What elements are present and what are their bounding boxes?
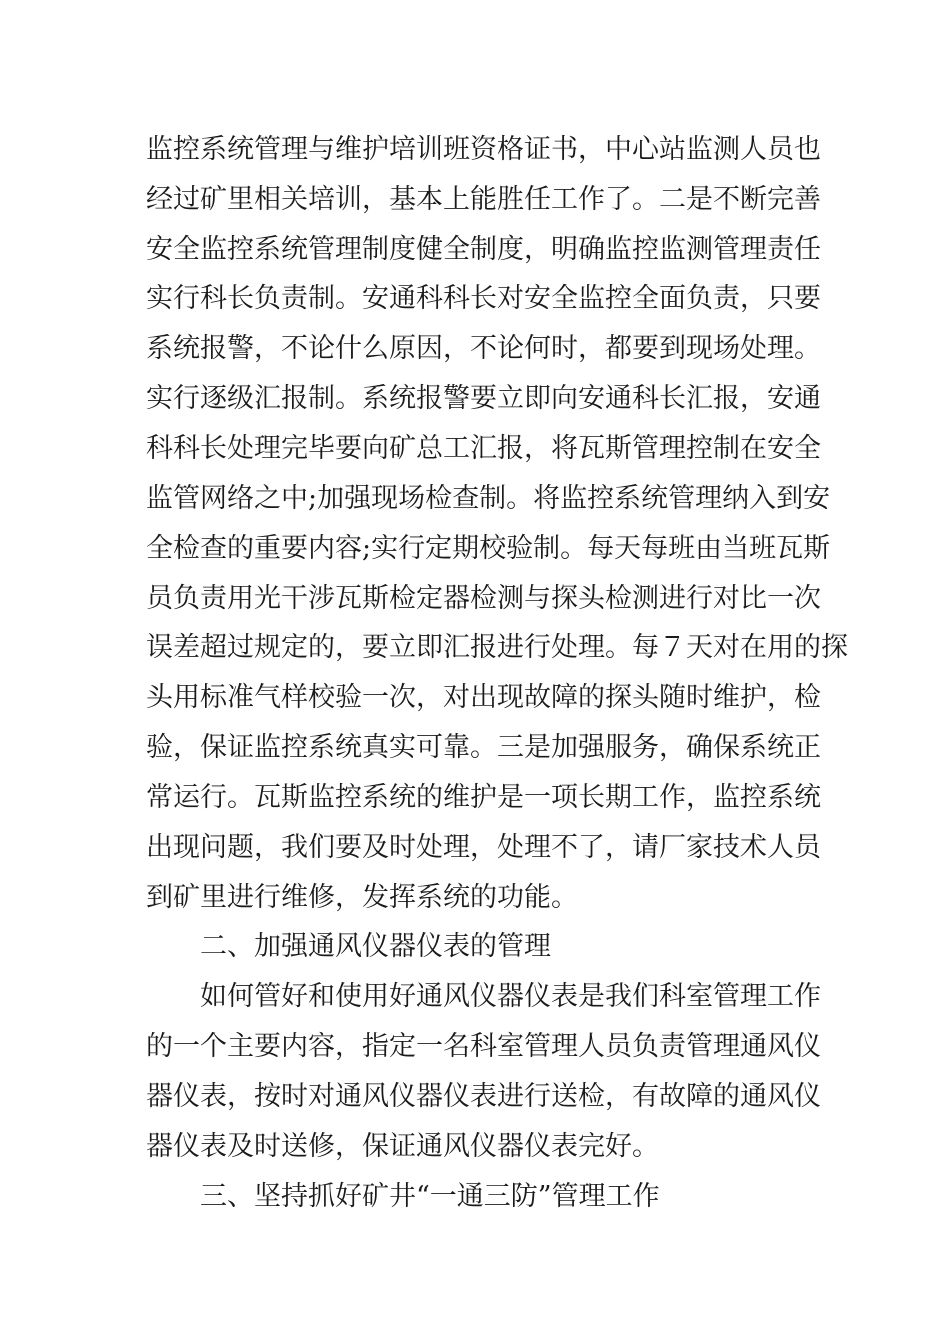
body-text-line: 的一个主要内容，指定一名科室管理人员负责管理通风仪 [146, 1031, 821, 1062]
body-text-line: 头用标准气样校验一次，对出现故障的探头随时维护，检 [146, 682, 821, 713]
body-text-line: 实行逐级汇报制。系统报警要立即向安通科长汇报，安通 [146, 383, 821, 414]
section-heading: 三、坚持抓好矿井“一通三防”管理工作 [200, 1181, 660, 1212]
body-text-line: 员负责用光干涉瓦斯检定器检测与探头检测进行对比一次 [146, 583, 821, 614]
section-heading: 二、加强通风仪器仪表的管理 [200, 931, 551, 962]
body-text-line: 误差超过规定的，要立即汇报进行处理。每７天对在用的探 [146, 632, 848, 663]
body-text-line: 监管网络之中;加强现场检查制。将监控系统管理纳入到安 [146, 483, 831, 514]
body-text-line: 器仪表，按时对通风仪器仪表进行送检，有故障的通风仪 [146, 1081, 821, 1112]
body-text-line: 监控系统管理与维护培训班资格证书，中心站监测人员也 [146, 134, 821, 165]
body-text-line: 科科长处理完毕要向矿总工汇报，将瓦斯管理控制在安全 [146, 433, 821, 464]
body-text-line: 验，保证监控系统真实可靠。三是加强服务，确保系统正 [146, 732, 821, 763]
body-text-line: 实行科长负责制。安通科科长对安全监控全面负责，只要 [146, 283, 821, 314]
body-text-line: 全检查的重要内容;实行定期校验制。每天每班由当班瓦斯 [146, 533, 831, 564]
body-text-line: 如何管好和使用好通风仪器仪表是我们科室管理工作 [200, 981, 821, 1012]
body-text-line: 安全监控系统管理制度健全制度，明确监控监测管理责任 [146, 234, 821, 265]
body-text-line: 到矿里进行维修，发挥系统的功能。 [146, 882, 578, 913]
body-text-line: 出现问题，我们要及时处理，处理不了，请厂家技术人员 [146, 832, 821, 863]
body-text-line: 经过矿里相关培训，基本上能胜任工作了。二是不断完善 [146, 184, 821, 215]
body-text-line: 常运行。瓦斯监控系统的维护是一项长期工作，监控系统 [146, 782, 821, 813]
body-text-line: 器仪表及时送修，保证通风仪器仪表完好。 [146, 1131, 659, 1162]
body-text-line: 系统报警，不论什么原因，不论何时，都要到现场处理。 [146, 333, 821, 364]
